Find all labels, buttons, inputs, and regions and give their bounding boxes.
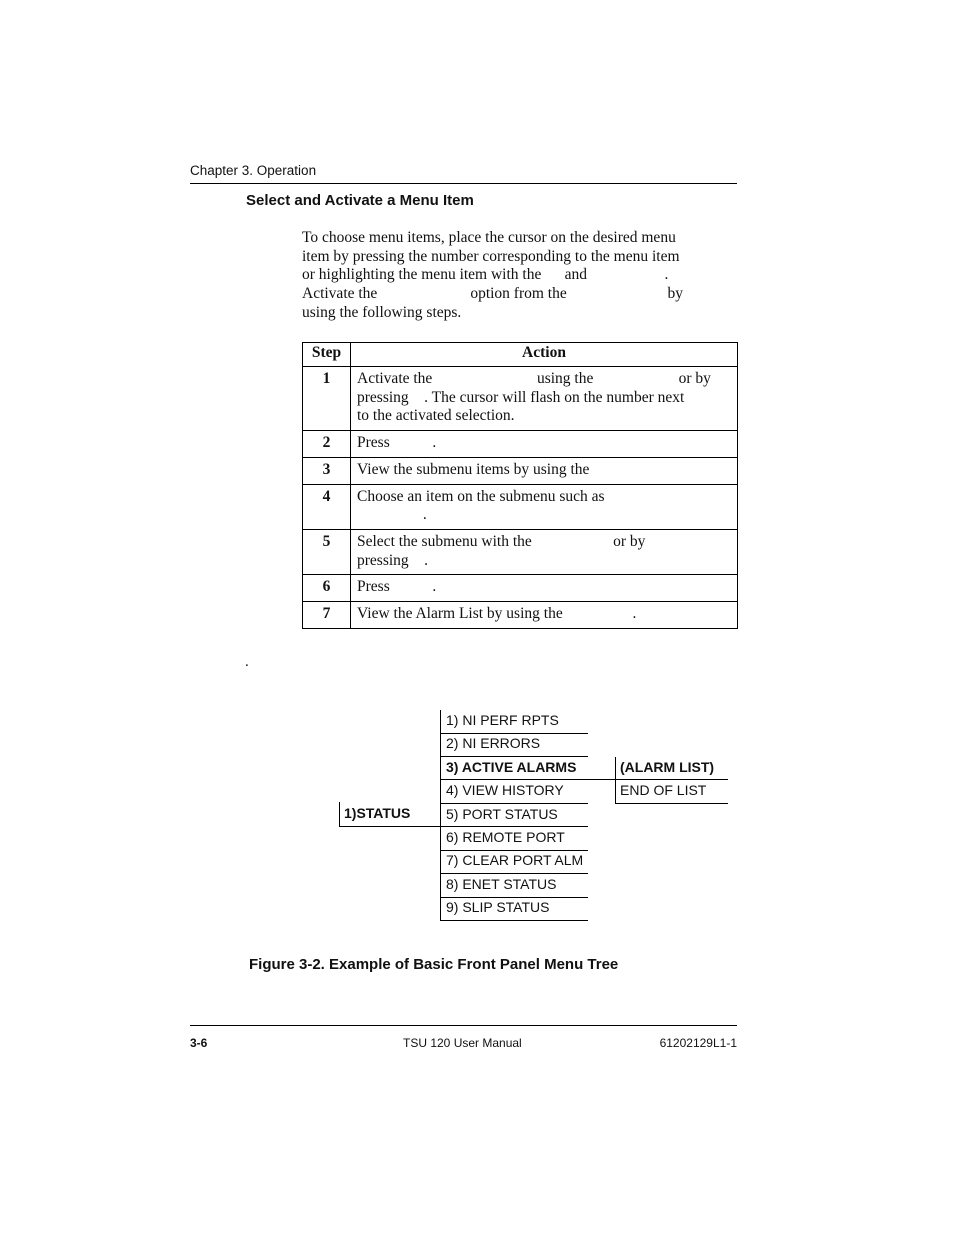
action-line: to the activated selection. [357,407,515,425]
section-title: Select and Activate a Menu Item [246,192,474,209]
action-line: Press . [357,434,437,452]
footer-page-number: 3-6 [190,1036,208,1050]
step-column-header: Step [303,343,351,367]
action-line: Select the submenu with the or by [357,532,646,550]
table-header-row [303,343,738,367]
intro-line: or highlighting the menu item with the and . [302,266,669,284]
chapter-header: Chapter 3. Operation [190,163,317,178]
step-action [351,529,738,574]
intro-line: To choose menu items, place the cursor on the desired menu [302,229,676,246]
menu-column-line [440,710,441,921]
menu-item: 2) NI ERRORS [446,735,541,751]
menu-item: 8) ENET STATUS [446,876,557,892]
menu-item-underline [440,803,588,804]
menu-item: 4) VIEW HISTORY [446,782,564,798]
action-line: pressing . [357,551,429,569]
step-number: 6 [303,575,351,602]
step-number: 7 [303,602,351,629]
footer-divider [190,1025,737,1026]
step-action [351,484,738,529]
menu-item-active-alarms: 3) ACTIVE ALARMS [446,759,577,775]
action-line: Press . [357,578,437,596]
action-line: Choose an item on the submenu such as [357,487,605,505]
steps-table [302,342,738,629]
step-action [351,367,738,431]
submenu-item-alarm-list: (ALARM LIST) [620,759,715,775]
step-action [351,457,738,484]
intro-line: Activate the option from the by [302,285,683,303]
step-number: 3 [303,457,351,484]
submenu-underline [615,803,728,804]
action-line: . [357,506,427,524]
menu-root-status: 1)STATUS [344,805,411,821]
figure-caption: Figure 3-2. Example of Basic Front Panel Menu Tree [249,956,619,973]
menu-item: 7) CLEAR PORT ALM [446,852,584,868]
step-number: 1 [303,367,351,431]
table-row [303,575,738,602]
table-row [303,457,738,484]
action-line: View the submenu items by using the [357,460,590,478]
menu-item-underline [440,873,588,874]
table-row [303,431,738,458]
step-action [351,575,738,602]
menu-item: 1) NI PERF RPTS [446,712,559,728]
menu-item: 6) REMOTE PORT [446,829,565,845]
table-row [303,367,738,431]
menu-item-underline [440,850,588,851]
table-row [303,484,738,529]
menu-item-underline [440,756,588,757]
footer-manual-title: TSU 120 User Manual [403,1036,522,1050]
action-column-header: Action [351,343,738,367]
menu-item-underline [440,920,588,921]
menu-item-underline [440,779,728,780]
table-row [303,602,738,629]
step-number: 2 [303,431,351,458]
footer-part-number: 61202129L1-1 [659,1036,737,1050]
intro-paragraph [302,229,732,323]
menu-item-underline [440,897,588,898]
intro-line: item by pressing the number corresponding to the menu item [302,247,680,265]
step-action [351,431,738,458]
action-line: pressing . The cursor will flash on the number next [357,388,685,406]
root-left-bracket [339,802,340,826]
menu-item-underline [440,733,588,734]
action-line: Activate the using the or by [357,370,711,387]
stray-period: . [245,654,249,670]
table-row [303,529,738,574]
root-underline [339,826,441,827]
step-number: 4 [303,484,351,529]
submenu-column-line [615,757,616,803]
menu-item: 5) PORT STATUS [446,806,558,822]
menu-item: 9) SLIP STATUS [446,899,550,915]
header-divider [190,183,737,184]
action-line: View the Alarm List by using the . [357,605,637,623]
step-number: 5 [303,529,351,574]
menu-item-underline [440,826,588,827]
submenu-item-end-of-list: END OF LIST [620,782,707,798]
intro-line: using the following steps. [302,303,462,321]
step-action [351,602,738,629]
